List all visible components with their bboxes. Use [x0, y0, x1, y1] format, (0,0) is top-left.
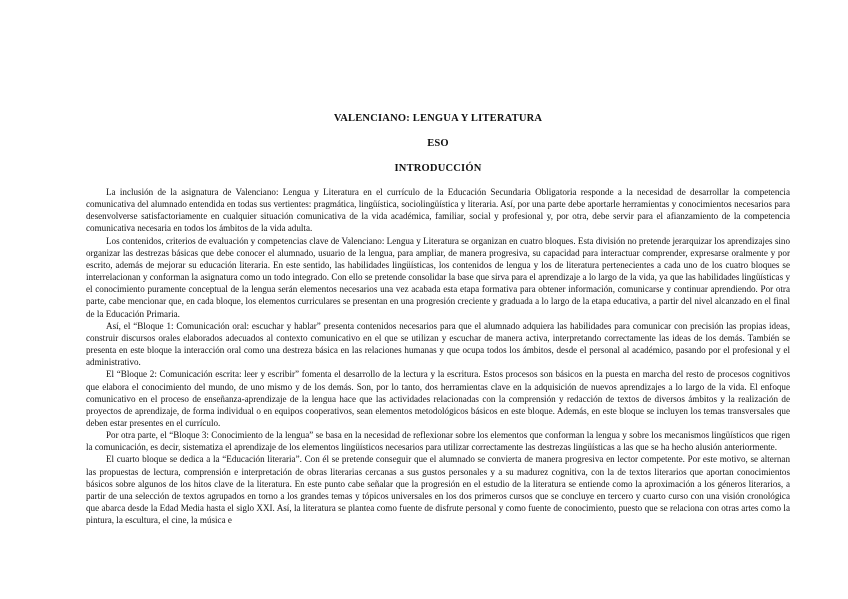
paragraph-bloque-4: El cuarto bloque se dedica a la “Educación literaria”. Con él se pretende conseguir que el alumnado se convierta de manera progresiva en lector competente. Por este motivo, se alternan las propuestas de lectura, comprensión e interpretación de obras literarias cercanas a sus gustos personales y a su madurez cognitiva, con la de textos literarios que aportan conocimientos básicos sobre algunos de los hitos clave de la literatura. En este punto cabe señalar que la progresión en el estudio de la literatura se entiende como la aproximación a los géneros literarios, a partir de una selección de textos agrupados en torno a los grandes temas y tópicos universales en los dos primeros cursos que se concluye en tercero y cuarto curso con una visión cronológica que abarca desde la Edad Media hasta el siglo XXI. Así, la literatura se plantea como fuente de disfrute personal y como fuente de conocimiento, puesto que se relaciona con otras artes como la pintura, la escultura, el cine, la música e: [86, 454, 790, 526]
paragraph-inclusion: La inclusión de la asignatura de Valenciano: Lengua y Literatura en el currículo de la Educación Secundaria Obligatoria responde a la necesidad de desarrollar la competencia comunicativa del alumnado entendida en todas sus vertientes: pragmática, lingüística, sociolingüística y literaria. Así, por una parte debe aportarle herramientas y conocimientos necesarios para desenvolverse satisfactoriamente en cualquier situación comunicativa de la vida académica, familiar, social y profesional y, por otra, debe servir para el afianzamiento de la competencia comunicativa necesaria en todos los ámbitos de la vida adulta.: [86, 187, 790, 234]
paragraph-bloque-3: Por otra parte, el “Bloque 3: Conocimiento de la lengua” se basa en la necesidad de reflexionar sobre los elementos que conforman la lengua y sobre los mecanismos lingüísticos que rigen la comunicación, es decir, sistematiza el aprendizaje de los elementos lingüísticos necesarios para utilizar correctamente las destrezas lingüísticas a las que se ha hecho alusión anteriormente.: [86, 430, 790, 453]
paragraph-bloque-2: El “Bloque 2: Comunicación escrita: leer y escribir” fomenta el desarrollo de la lectura y la escritura. Estos procesos son básicos en la puesta en marcha del resto de procesos cognitivos que elabora el conocimiento del mundo, de uno mismo y de los demás. Son, por lo tanto, dos herramientas clave en la adquisición de nuevos aprendizajes a lo largo de la vida. El enfoque comunicativo en el proceso de enseñanza-aprendizaje de la lengua hace que las actividades relacionadas con la comprensión y redacción de textos de diversos ámbitos y la realización de proyectos de aprendizaje, de forma individual o en equipos cooperativos, sean elementos metodológicos básicos en este bloque. Además, en este bloque se incluyen los temas transversales que deben estar presentes en el currículo.: [86, 369, 790, 428]
document-page: [86, 112, 790, 526]
document-title: VALENCIANO: LENGUA Y LITERATURA: [333, 113, 543, 124]
paragraph-contenidos: Los contenidos, criterios de evaluación y competencias clave de Valenciano: Lengua y Literatura se organizan en cuatro bloques. Esta división no pretende jerarquizar los aprendizajes sino organizar las destrezas básicas que debe conocer el alumnado, usuario de la lengua, para ampliar, de manera progresiva, su capacidad para interactuar comprender, expresarse oralmente y por escrito, además de mejorar su educación literaria. En este sentido, las habilidades lingüísticas, los contenidos de lengua y los de literatura pertenecientes a cada uno de los cuatro bloques se interrelacionan y conforman la asignatura como un todo integrado. Con ello se pretende consolidar la base que sirva para el aprendizaje a lo largo de la vida, ya que las habilidades lingüísticas y el conocimiento puramente conceptual de la lengua serán elementos necesarios una vez acabada esta etapa formativa para obtener información, comunicarse y continuar aprendiendo. Por otra parte, cabe mencionar que, en cada bloque, los elementos curriculares se presentan en una progresión creciente y graduada a lo largo de la etapa educativa, a partir del nivel alcanzado en el final de la Educación Primaria.: [86, 235, 790, 319]
document-level: ESO: [427, 138, 449, 149]
paragraph-bloque-1: Así, el “Bloque 1: Comunicación oral: escuchar y hablar” presenta contenidos necesarios para que el alumnado adquiera las habilidades para comunicar con precisión las propias ideas, construir discursos orales elaborados adecuados al contexto comunicativo en el que se utilizan y escuchar de manera activa, interpretando correctamente las ideas de los demás. También se presenta en este bloque la interacción oral como una destreza básica en las relaciones humanas y que ocupa todos los ámbitos, desde el personal al académico, pasando por el profesional y el administrativo.: [86, 320, 790, 368]
document-body: [86, 186, 790, 526]
section-heading: INTRODUCCIÓN: [394, 163, 482, 174]
